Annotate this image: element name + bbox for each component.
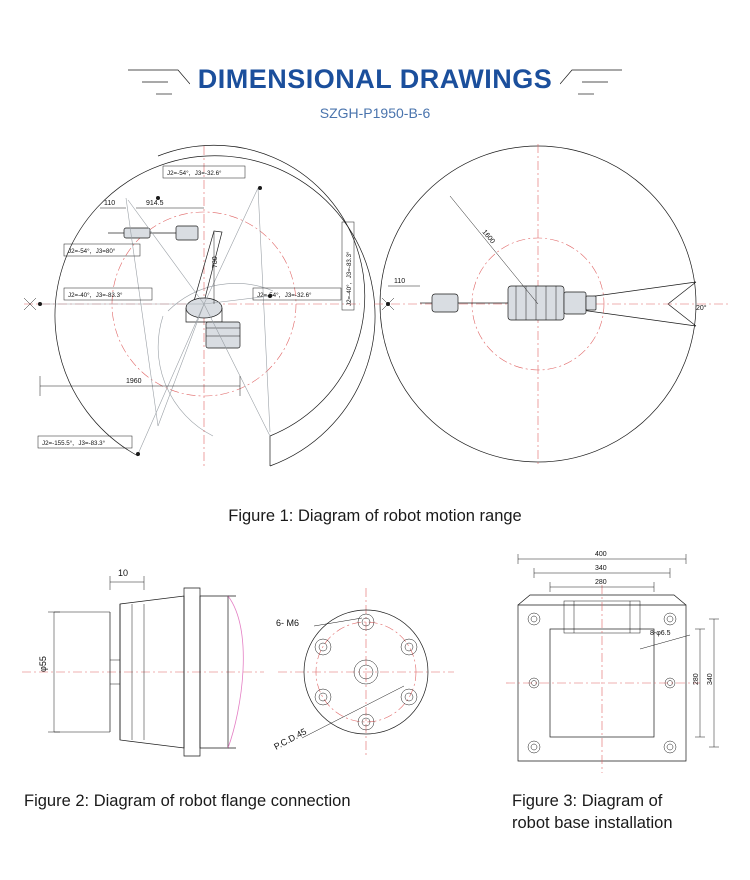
svg-text:280: 280 [595, 579, 607, 586]
figure1-dim-1600 [450, 196, 538, 304]
svg-text:280: 280 [693, 673, 700, 685]
svg-text:J2=-40°，J3=-83.3°: J2=-40°，J3=-83.3° [68, 292, 123, 299]
figure1-dim-110-right [388, 278, 420, 286]
figure-2-flange [14, 560, 474, 780]
svg-text:P.C.D.45: P.C.D.45 [272, 726, 309, 752]
svg-text:400: 400 [595, 551, 607, 558]
figure3-dim-8xphi65 [640, 630, 690, 649]
figure1-dim-914 [136, 200, 204, 208]
svg-text:914.5: 914.5 [146, 200, 164, 207]
figure-3-caption-line1: Figure 3: Diagram of [512, 792, 663, 810]
svg-text:1960: 1960 [126, 378, 142, 385]
svg-text:110: 110 [104, 200, 116, 207]
figure-1-caption: Figure 1: Diagram of robot motion range [228, 507, 522, 525]
svg-text:J2=-54°，J3=-32.6°: J2=-54°，J3=-32.6° [167, 170, 222, 177]
svg-text:J2=-155.5°，J3=-83.3°: J2=-155.5°，J3=-83.3° [42, 440, 106, 447]
svg-text:1600: 1600 [480, 228, 496, 246]
figure-3-caption [512, 790, 673, 835]
svg-text:J2=-40°，J3=-83.3°: J2=-40°，J3=-83.3° [346, 251, 353, 306]
figure-2-caption: Figure 2: Diagram of robot flange connection [24, 792, 351, 810]
figure2-dim-6m6 [276, 618, 362, 628]
figure2-dim-10 [110, 568, 144, 590]
page-header [0, 50, 750, 130]
svg-text:6- M6: 6- M6 [276, 618, 300, 628]
figure-1-motion-range [8, 136, 742, 496]
figure1-dim-110 [100, 200, 126, 208]
figure-3-base [490, 545, 730, 790]
figure1-label-2 [64, 244, 140, 256]
figure1-dim-780 [212, 232, 219, 304]
figure3-dim-400 [518, 551, 686, 564]
figure2-dim-pcd45 [272, 686, 404, 752]
figure1-dim-20deg [696, 304, 707, 312]
model-number: SZGH-P1950-B-6 [319, 105, 431, 121]
figure1-dim-1960 [40, 376, 240, 396]
figure3-dim-340 [534, 565, 670, 578]
svg-text:110: 110 [394, 278, 406, 285]
svg-text:340: 340 [595, 565, 607, 572]
figure3-dim-280-v [693, 629, 705, 737]
svg-text:8-φ6.5: 8-φ6.5 [650, 630, 671, 637]
svg-text:20°: 20° [696, 305, 707, 312]
svg-text:780: 780 [212, 256, 219, 268]
figure-3-caption-line2: robot base installation [512, 814, 673, 833]
svg-text:J2=-54°，J3=-32.6°: J2=-54°，J3=-32.6° [257, 292, 312, 299]
svg-text:J2=-54°，J3=80°: J2=-54°，J3=80° [68, 248, 116, 255]
figure1-label-4 [253, 288, 341, 300]
svg-text:φ55: φ55 [38, 656, 48, 672]
figure1-label-6 [38, 436, 132, 448]
svg-text:10: 10 [118, 568, 129, 578]
svg-text:340: 340 [707, 673, 714, 685]
page-title: DIMENSIONAL DRAWINGS [197, 64, 553, 94]
figure3-dim-340-v [707, 619, 719, 747]
